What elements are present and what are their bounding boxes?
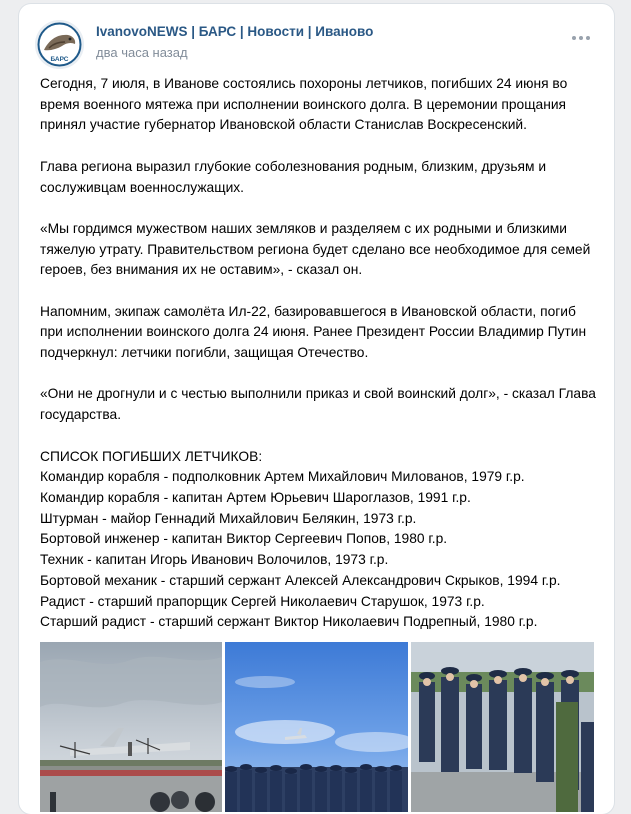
post-timestamp[interactable]: два часа назад xyxy=(96,45,188,60)
post-card xyxy=(19,4,614,814)
more-dot xyxy=(579,36,583,40)
list-item: Штурман - майор Геннадий Михайлович Белякин, 1973 г.р. xyxy=(40,510,417,526)
bars-logo-icon xyxy=(35,20,84,69)
post-paragraph: «Они не дрогнули и с честью выполнили приказ и свой воинский долг», - сказал Глава государства. xyxy=(40,386,596,423)
community-name-link[interactable]: IvanovoNEWS | БАРС | Новости | Иваново xyxy=(96,24,374,39)
post-paragraph: Напомним, экипаж самолёта Ил-22, базировавшегося в Ивановской области, погиб при исполнении воинского долга 24 июня. Ранее Президент России Владимир Путин подчеркнул: летчики погибли, защищая Отечество. xyxy=(40,303,587,361)
photo-grid xyxy=(40,642,594,812)
more-dot xyxy=(586,36,590,40)
list-item: Командир корабля - подполковник Артем Михайлович Милованов, 1979 г.р. xyxy=(40,469,525,485)
list-item: Старший радист - старший сержант Виктор Николаевич Подрепный, 1980 г.р. xyxy=(40,614,538,630)
photo-formation[interactable] xyxy=(225,642,408,812)
photo-officers[interactable] xyxy=(411,642,594,812)
list-item: Техник - капитан Игорь Иванович Волочилов, 1973 г.р. xyxy=(40,552,389,568)
list-item: Радист - старший прапорщик Сергей Николаевич Старушок, 1973 г.р. xyxy=(40,593,485,609)
list-item: Бортовой механик - старший сержант Алексей Александрович Скрыков, 1994 г.р. xyxy=(40,572,561,588)
svg-text:БАРС: БАРС xyxy=(50,56,69,63)
list-title: СПИСОК ПОГИБШИХ ЛЕТЧИКОВ: xyxy=(40,448,263,464)
community-avatar[interactable] xyxy=(35,20,84,69)
post-paragraph: «Мы гордимся мужеством наших земляков и разделяем с их родными и близкими тяжелую утрату. Правительством региона будет сделано все необходимое для семей героев, без внимания их не оставим», - сказал он. xyxy=(40,220,591,278)
more-horizontal-icon[interactable] xyxy=(572,36,590,40)
list-item: Командир корабля - капитан Артем Юрьевич Шароглазов, 1991 г.р. xyxy=(40,489,471,505)
post-paragraph: Сегодня, 7 июля, в Иванове состоялись похороны летчиков, погибших 24 июня во время военного мятежа при исполнении воинского долга. В церемонии прощания принял участие губернатор Ивановской области Станислав Воскресенский. xyxy=(40,76,568,133)
more-dot xyxy=(572,36,576,40)
photo-aircraft[interactable] xyxy=(40,642,222,812)
post-text xyxy=(40,74,600,633)
post-paragraph: Глава региона выразил глубокие соболезнования родным, близким, друзьям и сослуживцам военнослужащих. xyxy=(40,158,547,195)
list-item: Бортовой инженер - капитан Виктор Сергеевич Попов, 1980 г.р. xyxy=(40,531,448,547)
